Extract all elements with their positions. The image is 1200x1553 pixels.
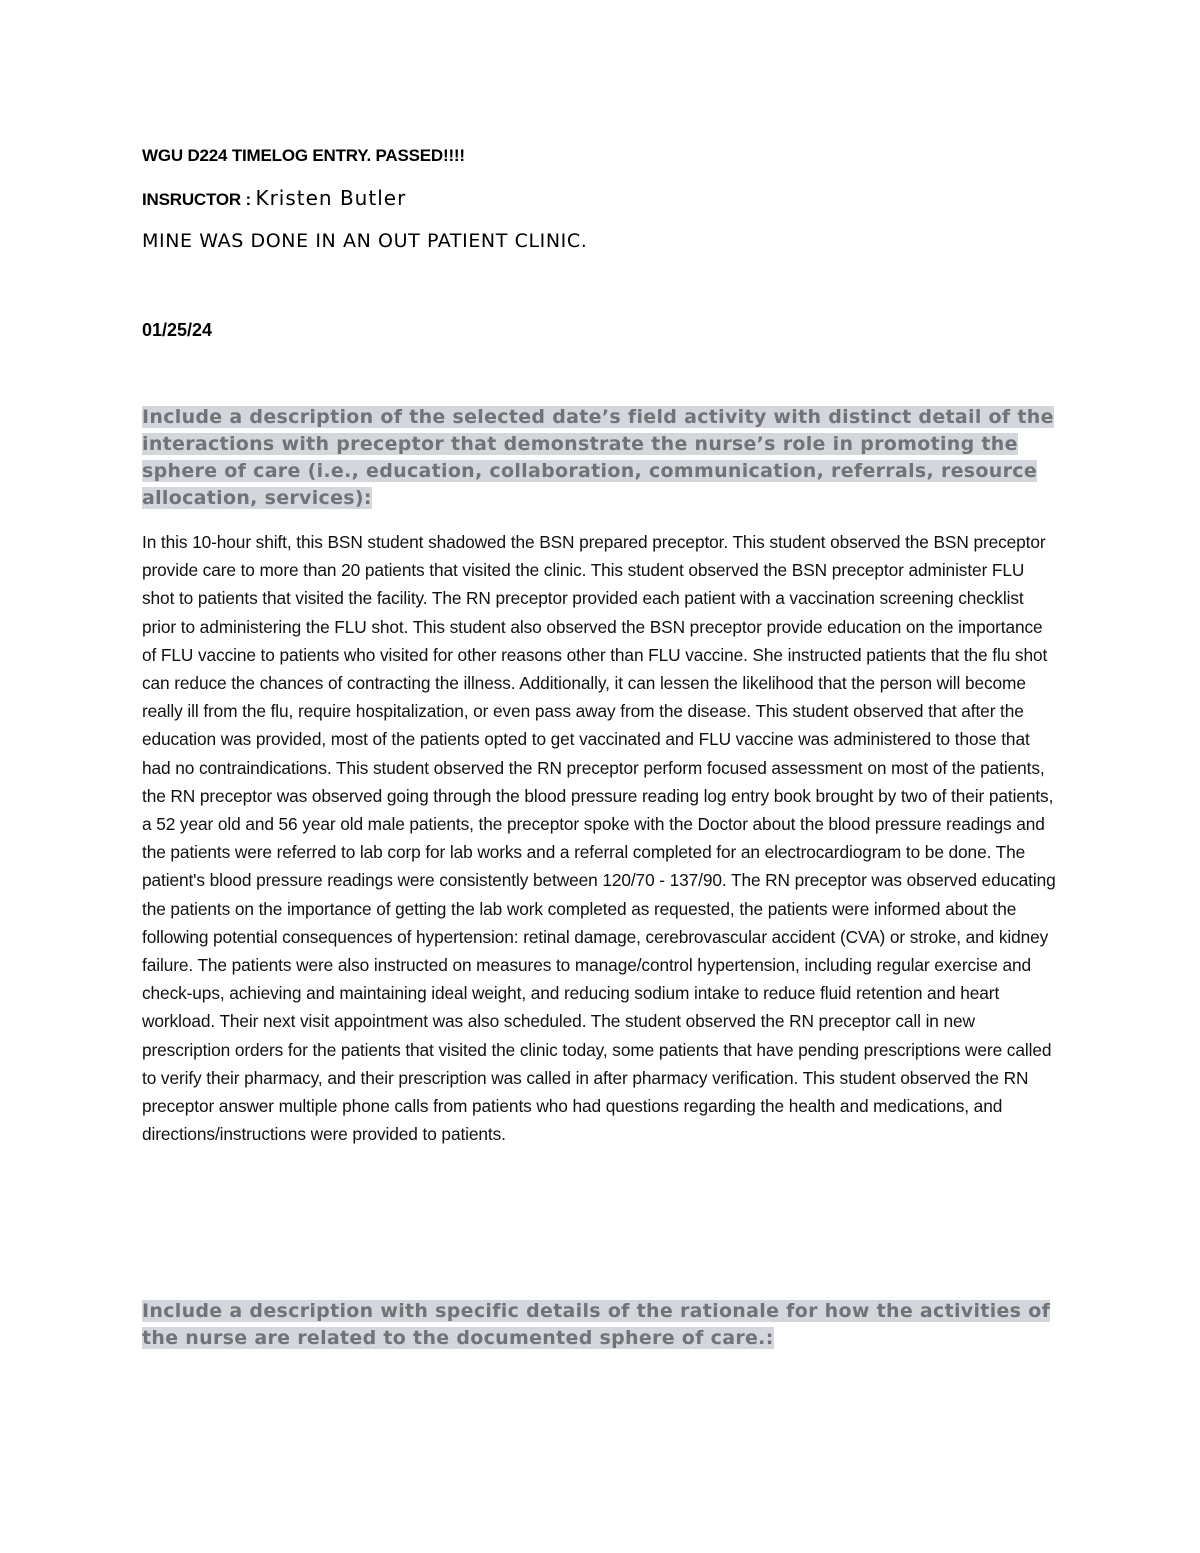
document-title: WGU D224 TIMELOG ENTRY. PASSED!!!! [142,146,465,165]
instructor-line [142,186,406,210]
field-activity-prompt-text: Include a description of the selected date’s field activity with distinct detail of the interactions with preceptor that demonstrate the nurse’s role in promoting the sphere of care (i.e., education, collaboration, communication, referrals, resource allocation, services): [142,406,1054,509]
rationale-prompt-text: Include a description with specific details of the rationale for how the activities of the nurse are related to the documented sphere of care.: [142,1300,1051,1349]
field-activity-description: In this 10-hour shift, this BSN student shadowed the BSN prepared preceptor. This student observed the BSN preceptor provide care to more than 20 patients that visited the clinic. This student observed the BSN preceptor administer FLU shot to patients that visited the facility. The RN preceptor provided each patient with a vaccination screening checklist prior to administering the FLU shot. This student also observed the BSN preceptor provide education on the importance of FLU vaccine to patients who visited for other reasons other than FLU vaccine. She instructed patients that the flu shot can reduce the chances of contracting the illness. Additionally, it can lessen the likelihood that the person will become really ill from the flu, require hospitalization, or even pass away from the disease. This student observed that after the education was provided, most of the patients opted to get vaccinated and FLU vaccine was administered to those that had no contraindications. This student observed the RN preceptor perform focused assessment on most of the patients, the RN preceptor was observed going through the blood pressure reading log entry book brought by two of their patients, a 52 year old and 56 year old male patients, the preceptor spoke with the Doctor about the blood pressure readings and the patients were referred to lab corp for lab works and a referral completed for an electrocardiogram to be done. The patient's blood pressure readings were consistently between 120/70 - 137/90. The RN preceptor was observed educating the patients on the importance of getting the lab work completed as requested, the patients were informed about the following potential consequences of hypertension: retinal damage, cerebrovascular accident (CVA) or stroke, and kidney failure. The patients were also instructed on measures to manage/control hypertension, including regular exercise and check-ups, achieving and maintaining ideal weight, and reducing sodium intake to reduce fluid retention and heart workload. Their next visit appointment was also scheduled. The student observed the RN preceptor call in new prescription orders for the patients that visited the clinic today, some patients that have pending prescriptions were called to verify their pharmacy, and their prescription was called in after pharmacy verification. This student observed the RN preceptor answer multiple phone calls from patients who had questions regarding the health and medications, and directions/instructions were provided to patients. [142,532,1056,1145]
field-activity-prompt [142,404,1057,512]
instructor-label: INSRUCTOR : [142,190,256,209]
clinic-note: MINE WAS DONE IN AN OUT PATIENT CLINIC. [142,230,588,252]
entry-date: 01/25/24 [142,320,213,340]
rationale-prompt [142,1298,1057,1352]
instructor-name: Kristen Butler [255,186,407,210]
